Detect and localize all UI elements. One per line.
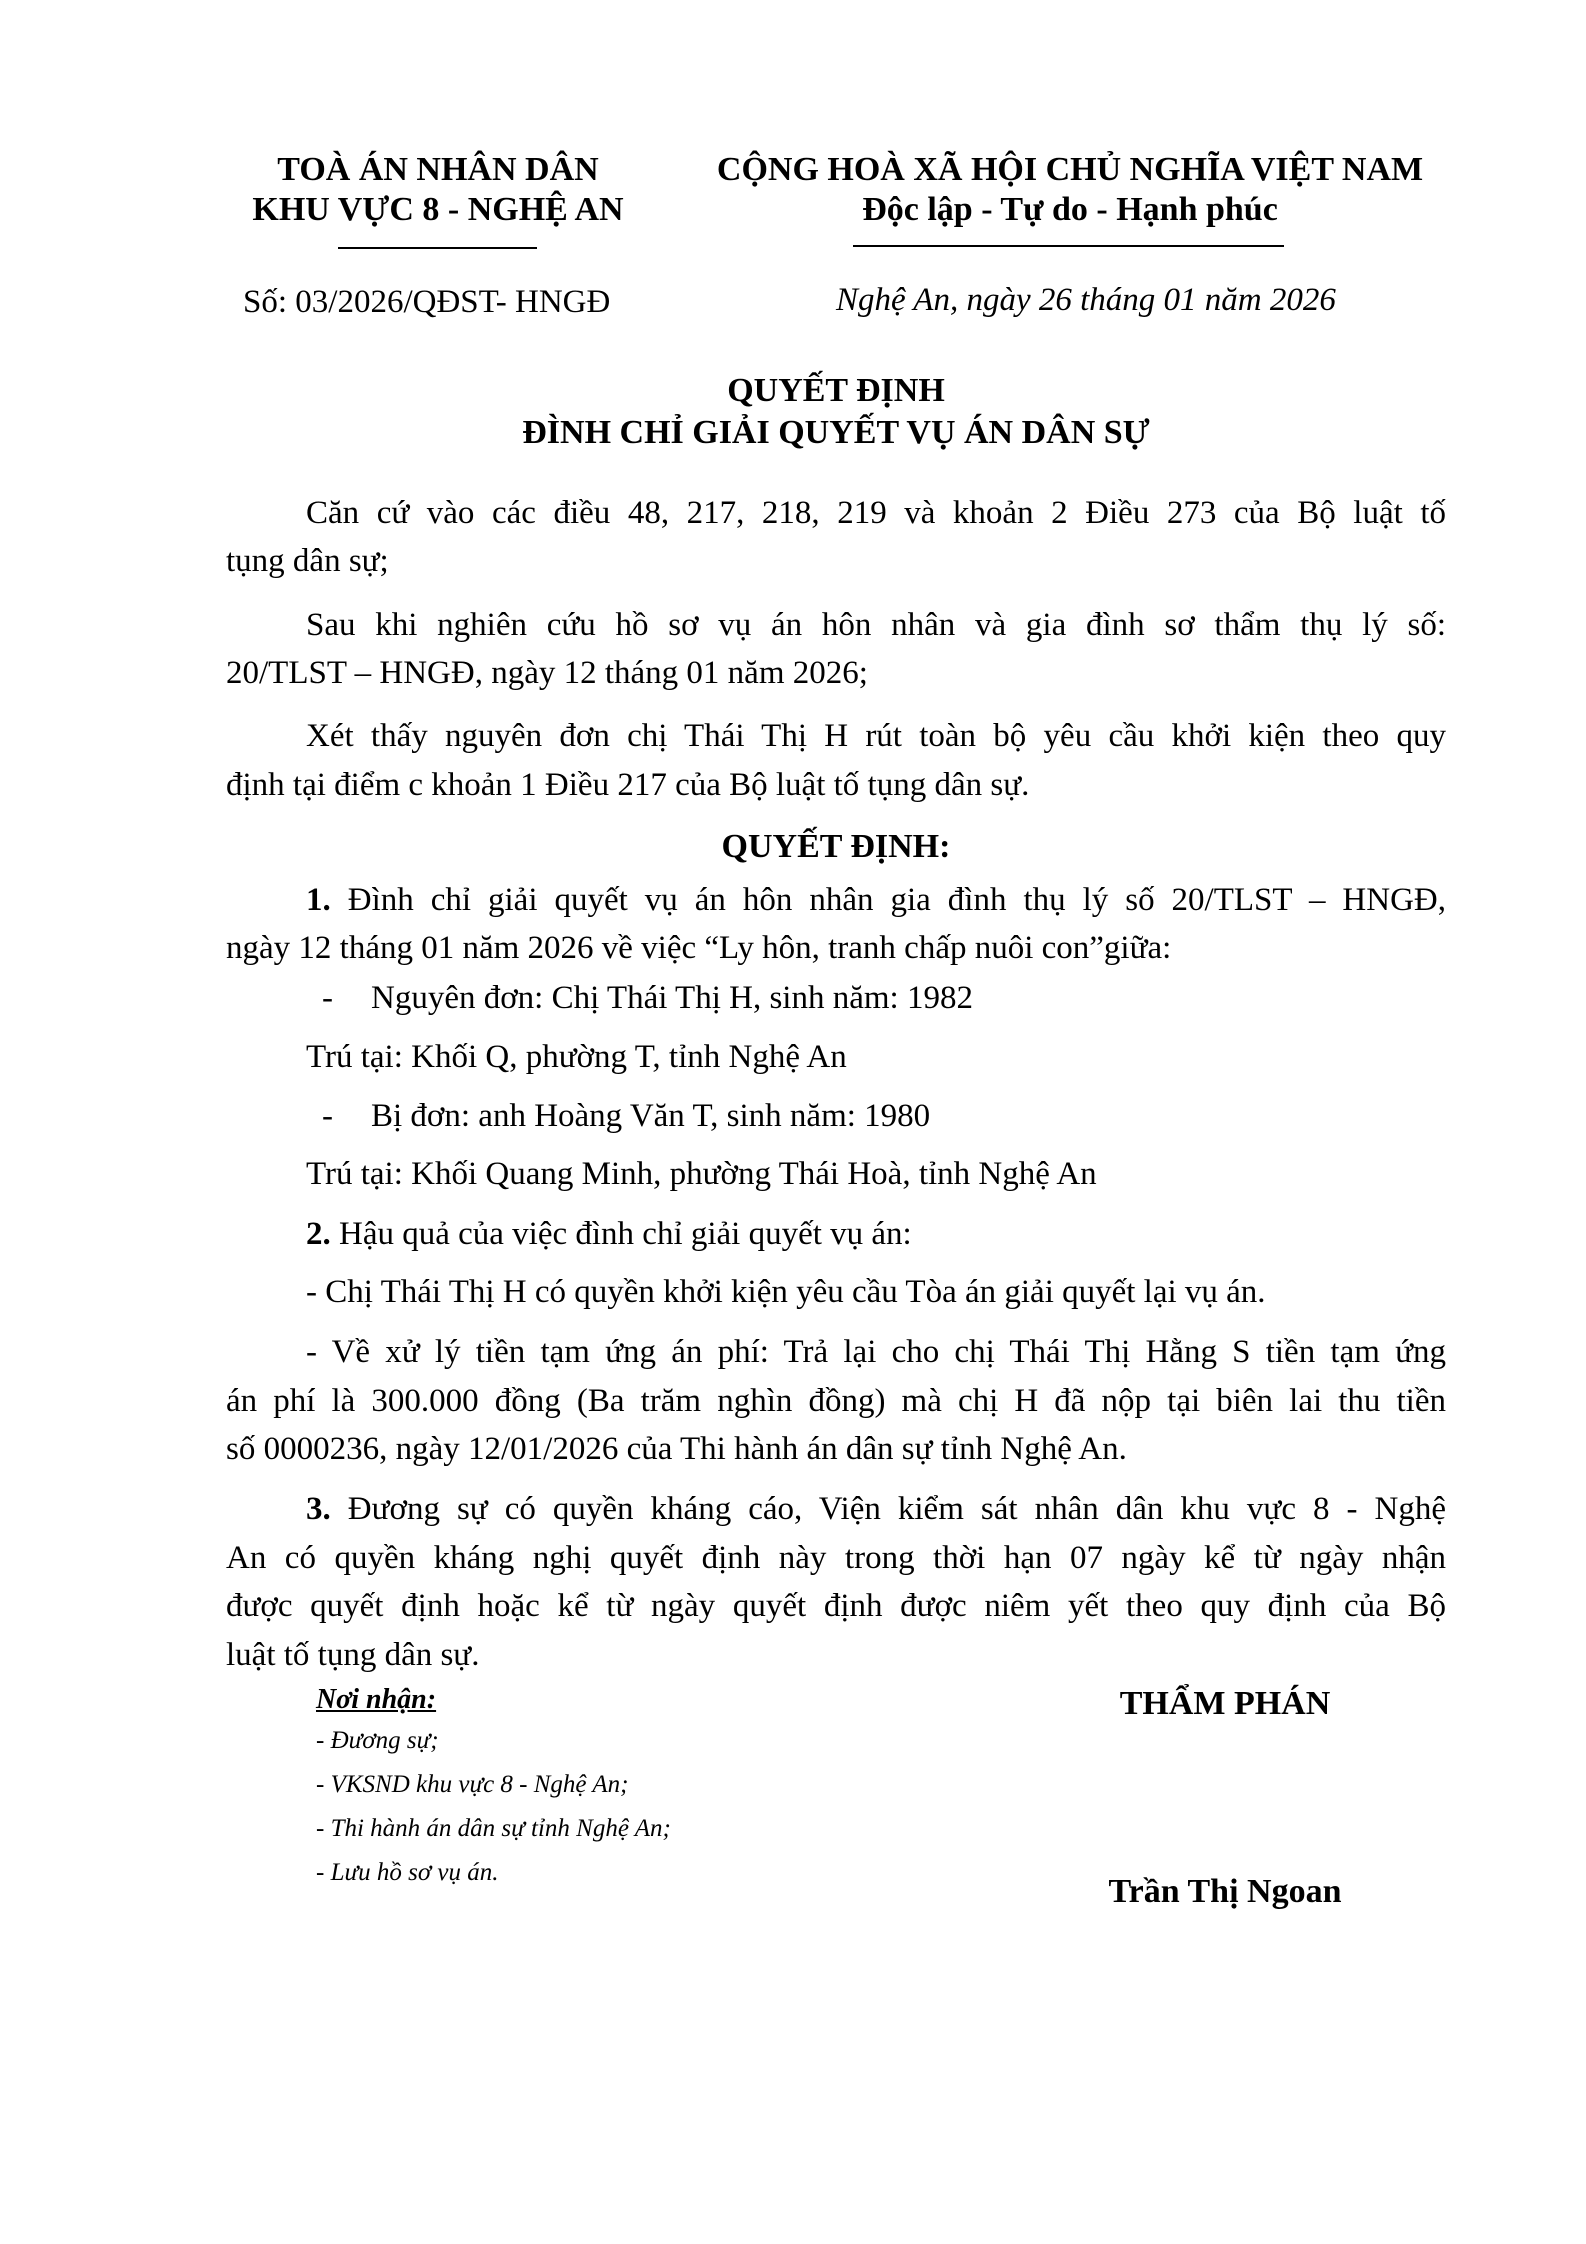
preamble-withdrawal-line1: Xét thấy nguyên đơn chị Thái Thị H rút toàn bộ yêu cầu khởi kiện theo quy xyxy=(306,718,1446,754)
motto-underline xyxy=(853,245,1284,247)
section1-line1 xyxy=(306,880,1446,920)
signature-title: THẨM PHÁN xyxy=(1119,1685,1331,1722)
section3-text-line1: Đương sự có quyền kháng cáo, Viện kiểm sát nhân dân khu vực 8 - Nghệ xyxy=(330,1491,1446,1527)
document-number: Số: 03/2026/QĐST- HNGĐ xyxy=(243,284,611,320)
title-line1: QUYẾT ĐỊNH xyxy=(727,372,945,409)
section1-number: 1. xyxy=(306,882,331,918)
consequence-fee-line1: - Về xử lý tiền tạm ứng án phí: Trả lại cho chị Thái Thị Hằng S tiền tạm ứng xyxy=(306,1334,1446,1370)
court-name-line1: TOÀ ÁN NHÂN DÂN xyxy=(277,151,599,188)
place-date: Nghệ An, ngày 26 tháng 01 năm 2026 xyxy=(836,282,1336,318)
recipient-item: - VKSND khu vực 8 - Nghệ An; xyxy=(316,1771,629,1798)
section3-line3: được quyết định hoặc kể từ ngày quyết định được niêm yết theo quy định của Bộ xyxy=(226,1588,1446,1624)
judge-name: Trần Thị Ngoan xyxy=(1108,1873,1342,1910)
title-line2: ĐÌNH CHỈ GIẢI QUYẾT VỤ ÁN DÂN SỰ xyxy=(522,414,1150,451)
consequence-fee-line3: số 0000236, ngày 12/01/2026 của Thi hành án dân sự tỉnh Nghệ An. xyxy=(226,1431,1127,1467)
preamble-case-review-line2: 20/TLST – HNGĐ, ngày 12 tháng 01 năm 2026; xyxy=(226,655,868,691)
motto: Độc lập - Tự do - Hạnh phúc xyxy=(862,191,1278,228)
recipient-item: - Lưu hồ sơ vụ án. xyxy=(316,1859,499,1886)
section3-number: 3. xyxy=(306,1491,331,1527)
defendant: Bị đơn: anh Hoàng Văn T, sinh năm: 1980 xyxy=(371,1098,931,1134)
preamble-withdrawal-line2: định tại điểm c khoản 1 Điều 217 của Bộ luật tố tụng dân sự. xyxy=(226,767,1030,803)
section1-line2: ngày 12 tháng 01 năm 2026 về việc “Ly hôn, tranh chấp nuôi con”giữa: xyxy=(226,930,1172,966)
preamble-case-review-line1: Sau khi nghiên cứu hồ sơ vụ án hôn nhân và gia đình sơ thẩm thụ lý số: xyxy=(306,607,1446,643)
section3-line1 xyxy=(306,1489,1446,1529)
section2-line xyxy=(306,1214,912,1254)
defendant-dash: - xyxy=(322,1098,333,1134)
consequence-right-to-sue: - Chị Thái Thị H có quyền khởi kiện yêu cầu Tòa án giải quyết lại vụ án. xyxy=(306,1274,1266,1310)
national-motto xyxy=(700,150,1440,230)
court-underline xyxy=(338,247,537,249)
preamble-legal-basis-line2: tụng dân sự; xyxy=(226,543,389,579)
defendant-address: Trú tại: Khối Quang Minh, phường Thái Hoà, tỉnh Nghệ An xyxy=(306,1156,1097,1192)
section1-text-line1: Đình chỉ giải quyết vụ án hôn nhân gia đình thụ lý số 20/TLST – HNGĐ, xyxy=(330,882,1446,918)
section2-number: 2. xyxy=(306,1216,331,1252)
consequence-fee-line2: án phí là 300.000 đồng (Ba trăm nghìn đồng) mà chị H đã nộp tại biên lai thu tiền xyxy=(226,1383,1446,1419)
nation-name: CỘNG HOÀ XÃ HỘI CHỦ NGHĨA VIỆT NAM xyxy=(716,151,1424,188)
decision-title xyxy=(226,370,1446,454)
recipients-heading: Nơi nhận: xyxy=(316,1684,437,1715)
plaintiff-dash: - xyxy=(322,980,333,1016)
section3-line2: An có quyền kháng nghị quyết định này trong thời hạn 07 ngày kể từ ngày nhận xyxy=(226,1540,1446,1576)
plaintiff: Nguyên đơn: Chị Thái Thị H, sinh năm: 1982 xyxy=(371,980,973,1016)
plaintiff-address: Trú tại: Khối Q, phường T, tỉnh Nghệ An xyxy=(306,1039,847,1075)
section3-line4: luật tố tụng dân sự. xyxy=(226,1637,480,1673)
court-name xyxy=(226,150,650,230)
court-name-line2: KHU VỰC 8 - NGHỆ AN xyxy=(252,191,624,228)
recipient-item: - Đương sự; xyxy=(316,1727,439,1754)
decision-heading: QUYẾT ĐỊNH: xyxy=(721,828,951,865)
recipient-item: - Thi hành án dân sự tỉnh Nghệ An; xyxy=(316,1815,671,1842)
preamble-legal-basis-line1: Căn cứ vào các điều 48, 217, 218, 219 và khoản 2 Điều 273 của Bộ luật tố xyxy=(306,495,1446,531)
section2-text: Hậu quả của việc đình chỉ giải quyết vụ án: xyxy=(330,1216,912,1252)
